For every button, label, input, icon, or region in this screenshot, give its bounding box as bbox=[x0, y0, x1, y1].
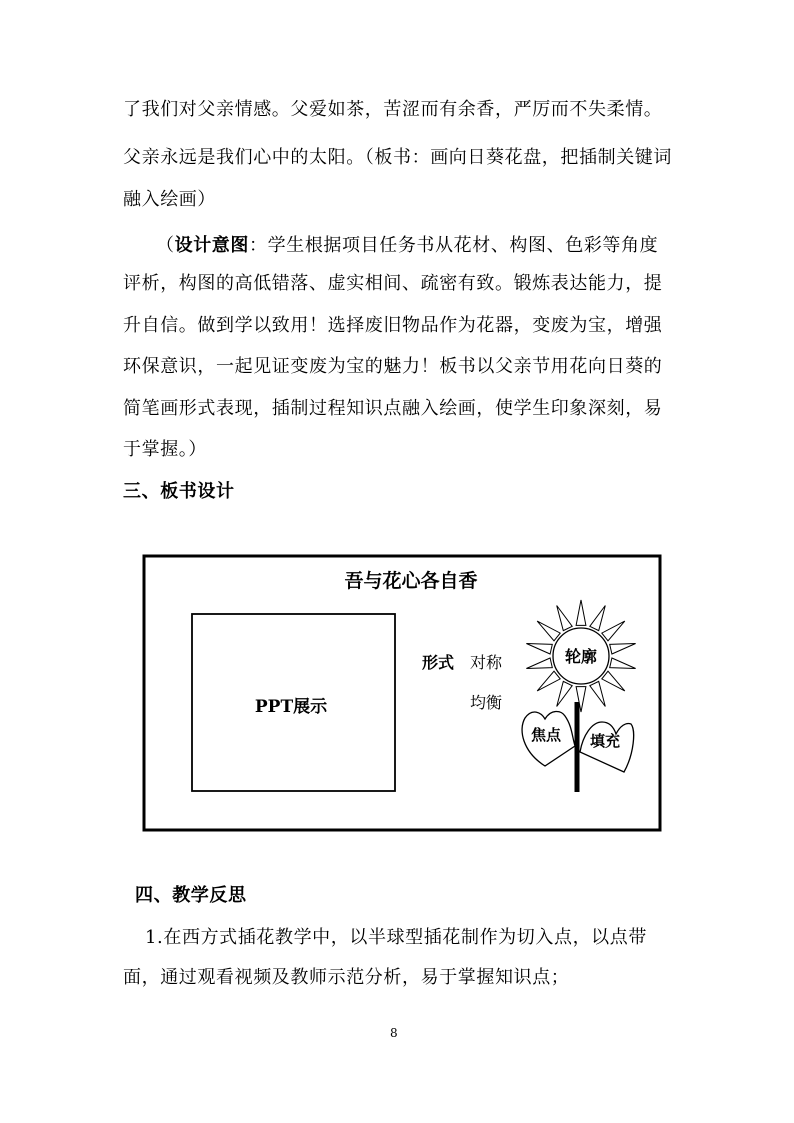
text-line: 环保意识，一起见证变废为宝的魅力！板书以父亲节用花向日葵的 bbox=[123, 356, 663, 377]
text-line: 融入绘画） bbox=[123, 189, 216, 210]
petal bbox=[590, 606, 606, 631]
form-label: 形式 bbox=[422, 653, 455, 672]
page-number: 8 bbox=[390, 1026, 398, 1040]
petal bbox=[610, 658, 636, 669]
text-line: 升自信。做到学以致用！选择废旧物品作为花器，变废为宝，增强 bbox=[123, 315, 663, 336]
petal bbox=[526, 644, 552, 655]
petal bbox=[557, 606, 573, 631]
petal bbox=[610, 644, 636, 655]
text-fragment: ：学生根据项目任务书从花材、构图、色彩等角度 bbox=[249, 235, 659, 256]
text-line: 父亲永远是我们心中的太阳。（板书：画向日葵花盘，把插制关键词 bbox=[123, 147, 672, 168]
outline-label: 轮廓 bbox=[564, 647, 598, 666]
petal bbox=[537, 671, 560, 691]
text-line: 评析，构图的高低错落、虚实相间、疏密有致。锻炼表达能力，提 bbox=[123, 273, 663, 294]
petal bbox=[602, 671, 625, 691]
section-heading-reflection: 四、教学反思 bbox=[135, 885, 247, 906]
text-line: 简笔画形式表现，插制过程知识点融入绘画，使学生印象深刻，易 bbox=[123, 398, 663, 419]
focus-label: 焦点 bbox=[530, 726, 562, 744]
petal bbox=[590, 681, 606, 706]
petal bbox=[526, 658, 552, 669]
symmetric-label: 对称 bbox=[470, 653, 503, 672]
fill-label: 填充 bbox=[589, 732, 621, 750]
balance-label: 均衡 bbox=[470, 693, 503, 712]
design-intent-label: 设计意图 bbox=[174, 235, 250, 256]
text-line: 面，通过观看视频及教师示范分析，易于掌握知识点； bbox=[123, 967, 570, 988]
text-line: 1.在西方式插花教学中，以半球型插花制作为切入点，以点带 bbox=[145, 927, 647, 948]
open-paren: （ bbox=[156, 235, 175, 256]
petal bbox=[537, 621, 560, 641]
text-line: 于掌握。） bbox=[123, 439, 207, 460]
ppt-display-label: PPT展示 bbox=[254, 697, 328, 717]
board-title: 吾与花心各自香 bbox=[344, 570, 478, 592]
petal bbox=[557, 681, 573, 706]
text-line: 了我们对父亲情感。父爱如茶，苦涩而有余香，严厉而不失柔情。 bbox=[123, 99, 663, 120]
section-heading-board-design: 三、板书设计 bbox=[123, 481, 235, 502]
petal bbox=[576, 600, 586, 625]
petal bbox=[602, 621, 625, 641]
